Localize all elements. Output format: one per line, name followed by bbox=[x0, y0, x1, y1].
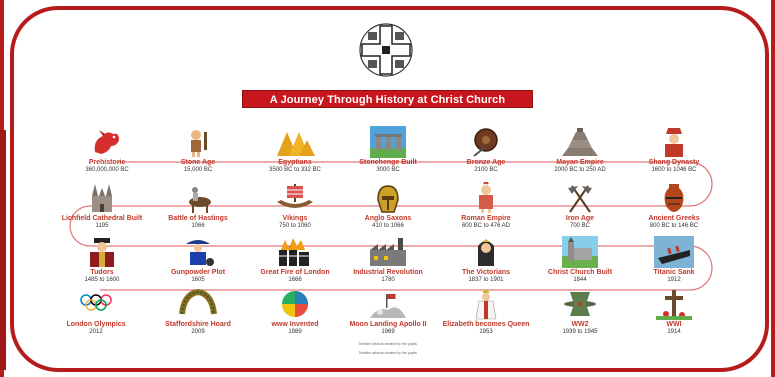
factory-icon bbox=[368, 236, 408, 268]
timeline-item-lichfield-cathedral bbox=[52, 182, 152, 230]
item-date: 2100 BC bbox=[474, 167, 498, 173]
right-edge-bar bbox=[771, 0, 775, 377]
item-name: Staffordshire Hoard bbox=[165, 321, 231, 328]
item-name: The Victorians bbox=[461, 269, 511, 276]
shield-icon bbox=[466, 126, 506, 158]
item-date: 1600 to 1046 BC bbox=[651, 167, 697, 173]
item-name: www Invented bbox=[271, 321, 319, 328]
plane-icon bbox=[560, 288, 600, 320]
item-name: Great Fire of London bbox=[260, 269, 330, 276]
item-name: Bronze Age bbox=[466, 159, 506, 166]
item-date: 1939 to 1945 bbox=[562, 329, 598, 335]
item-name: Mayan Empire bbox=[556, 159, 604, 166]
item-name: Moon Landing Apollo II bbox=[349, 321, 427, 328]
item-date: 1066 bbox=[191, 223, 205, 229]
timeline-item-wwi bbox=[624, 288, 724, 336]
timeline-item-christ-church-built bbox=[530, 236, 630, 284]
item-date: 600 BC to 476 AD bbox=[461, 223, 511, 229]
timeline-item-gunpowder-plot bbox=[148, 236, 248, 284]
item-date: 3000 BC bbox=[376, 167, 400, 173]
item-date: 3500 BC to 332 BC bbox=[269, 167, 321, 173]
hoard-icon bbox=[178, 288, 218, 320]
timeline-item-london-olympics bbox=[46, 288, 146, 336]
item-date: 800 BC to 146 BC bbox=[649, 223, 699, 229]
longship-icon bbox=[275, 182, 315, 214]
item-name: Stonehenge Built bbox=[359, 159, 417, 166]
item-name: Battle of Hastings bbox=[168, 215, 228, 222]
item-name: WW2 bbox=[571, 321, 589, 328]
item-date: 1953 bbox=[479, 329, 493, 335]
timeline-item-moon-landing bbox=[338, 288, 438, 336]
item-date: 1195 bbox=[95, 223, 109, 229]
timeline-item-anglo-saxons bbox=[338, 182, 438, 230]
item-name: Ancient Greeks bbox=[648, 215, 700, 222]
left-edge-accent bbox=[0, 130, 6, 370]
item-date: 2009 bbox=[191, 329, 205, 335]
timeline-item-great-fire bbox=[245, 236, 345, 284]
item-name: Stone Age bbox=[180, 159, 216, 166]
roman-icon bbox=[466, 182, 506, 214]
item-name: Iron Age bbox=[565, 215, 595, 222]
king-icon bbox=[82, 236, 122, 268]
item-date: 1912 bbox=[667, 277, 681, 283]
temple-icon bbox=[560, 126, 600, 158]
timeline-item-elizabeth-queen bbox=[436, 288, 536, 336]
timeline-item-stonehenge bbox=[338, 126, 438, 174]
christ-church-logo bbox=[358, 22, 414, 78]
item-date: 750 to 1060 bbox=[279, 223, 311, 229]
globe-icon bbox=[275, 288, 315, 320]
elizabeth-icon bbox=[466, 288, 506, 320]
item-name: Tudors bbox=[90, 269, 114, 276]
timeline-item-egyptians bbox=[245, 126, 345, 174]
timeline-item-mayan-empire bbox=[530, 126, 630, 174]
horseman-icon bbox=[178, 182, 218, 214]
church-icon bbox=[560, 236, 600, 268]
item-date: 1666 bbox=[288, 277, 302, 283]
cathedral-icon bbox=[82, 182, 122, 214]
item-name: Roman Empire bbox=[461, 215, 511, 222]
timeline-item-stone-age bbox=[148, 126, 248, 174]
item-name: London Olympics bbox=[66, 321, 126, 328]
timeline-item-industrial-revolution bbox=[338, 236, 438, 284]
item-name: WWI bbox=[666, 321, 682, 328]
item-date: 1969 bbox=[381, 329, 395, 335]
item-date: 1485 to 1600 bbox=[84, 277, 120, 283]
item-date: 700 BC bbox=[569, 223, 590, 229]
credit-line: Timeline artwork created by the pupils bbox=[358, 342, 417, 346]
item-date: 1780 bbox=[381, 277, 395, 283]
timeline-item-vikings bbox=[245, 182, 345, 230]
item-name: Christ Church Built bbox=[547, 269, 613, 276]
pyramid-icon bbox=[275, 126, 315, 158]
timeline-item-tudors bbox=[52, 236, 152, 284]
vase-icon bbox=[654, 182, 694, 214]
timeline-item-prehistoric bbox=[57, 126, 157, 174]
timeline-item-titanic bbox=[624, 236, 724, 284]
item-date: 410 to 1066 bbox=[372, 223, 404, 229]
item-name: Prehistoric bbox=[88, 159, 126, 166]
item-name: Egyptians bbox=[278, 159, 312, 166]
item-name: Gunpowder Plot bbox=[170, 269, 226, 276]
timeline-item-ancient-greeks bbox=[624, 182, 724, 230]
credit-line: Timeline artwork created by the pupils bbox=[358, 351, 417, 355]
caveman-icon bbox=[178, 126, 218, 158]
item-date: 360,000,000 BC bbox=[85, 167, 129, 173]
item-name: Industrial Revolution bbox=[353, 269, 423, 276]
stonehenge-icon bbox=[368, 126, 408, 158]
timeline-item-staffordshire-hoard bbox=[148, 288, 248, 336]
item-date: 2012 bbox=[89, 329, 103, 335]
item-date: 1605 bbox=[191, 277, 205, 283]
item-name: Lichfield Cathedral Built bbox=[61, 215, 143, 222]
timeline-item-bronze-age bbox=[436, 126, 536, 174]
timeline-item-victorians bbox=[436, 236, 536, 284]
item-name: Titanic Sank bbox=[653, 269, 695, 276]
helmet-icon bbox=[368, 182, 408, 214]
conspirator-icon bbox=[178, 236, 218, 268]
ship-icon bbox=[654, 236, 694, 268]
queen-icon bbox=[466, 236, 506, 268]
timeline-item-roman-empire bbox=[436, 182, 536, 230]
fire-icon bbox=[275, 236, 315, 268]
timeline-item-iron-age bbox=[530, 182, 630, 230]
item-date: 1914 bbox=[667, 329, 681, 335]
item-date: 2000 BC to 250 AD bbox=[554, 167, 606, 173]
axes-icon bbox=[560, 182, 600, 214]
timeline-item-www-invented bbox=[245, 288, 345, 336]
cross-icon bbox=[654, 288, 694, 320]
item-name: Elizabeth becomes Queen bbox=[442, 321, 530, 328]
timeline-item-shang-dynasty bbox=[624, 126, 724, 174]
item-date: 1837 to 1901 bbox=[468, 277, 504, 283]
item-name: Shang Dynasty bbox=[648, 159, 700, 166]
item-name: Anglo Saxons bbox=[364, 215, 412, 222]
item-date: 15,000 BC bbox=[183, 167, 213, 173]
emperor-icon bbox=[654, 126, 694, 158]
moon-icon bbox=[368, 288, 408, 320]
olympic-rings-icon bbox=[76, 288, 116, 320]
timeline-item-ww2 bbox=[530, 288, 630, 336]
timeline-item-battle-of-hastings bbox=[148, 182, 248, 230]
item-name: Vikings bbox=[282, 215, 308, 222]
item-date: 1844 bbox=[573, 277, 587, 283]
item-date: 1989 bbox=[288, 329, 302, 335]
page-title: A Journey Through History at Christ Church bbox=[242, 90, 533, 108]
dragon-icon bbox=[87, 126, 127, 158]
